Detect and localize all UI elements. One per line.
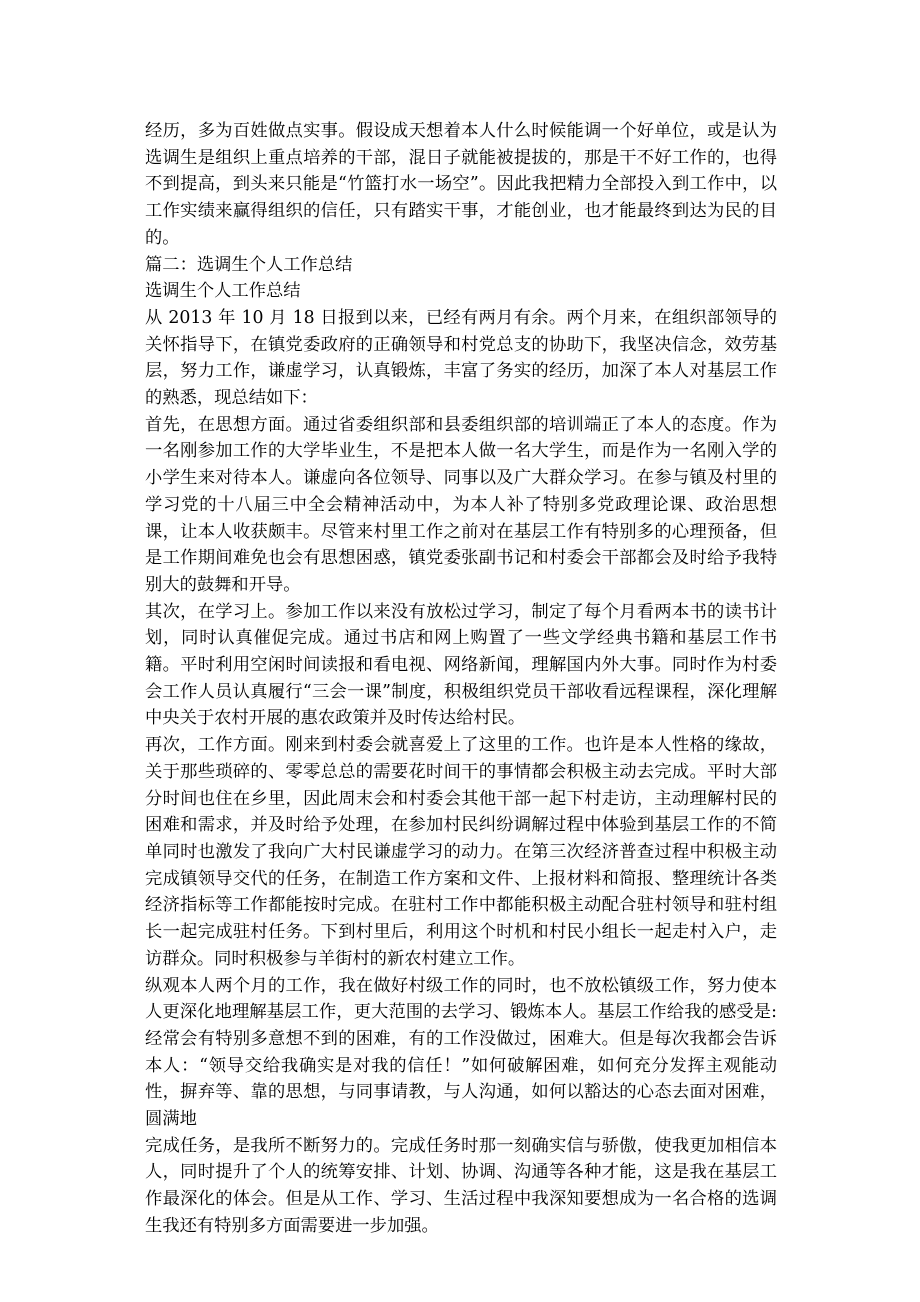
paragraph-overview: 纵观本人两个月的工作，我在做好村级工作的同时，也不放松镇级工作，努力使本人更深化地理解基层工作，更大范围的去学习、锻炼本人。基层工作给我的感受是:经常会有特别多意想不到的困难，有的工作没做过，困难大。但是每次我都会告诉本人：“领导交给我确实是对我的信任！”如何破解困难，如何充分发挥主观能动性，摒弃等、靠的思想，与同事请教，与人沟通，如何以豁达的心态去面对困难，圆满地 [145,975,777,1130]
document-title: 选调生个人工作总结 [145,281,301,302]
paragraph-intro: 从 2013 年 10 月 18 日报到以来，已经有两月有余。两个月来，在组织部领导的关怀指导下，在镇党委政府的正确领导和村党总支的协助下，我坚决信念，效劳基层，努力工作，谦虚学习，认真锻炼，丰富了务实的经历，加深了本人对基层工作的熟悉，现总结如下： [145,307,777,409]
paragraph-thinking: 首先，在思想方面。通过省委组织部和县委组织部的培训端正了本人的态度。作为一名刚参加工作的大学毕业生，不是把本人做一名大学生，而是作为一名刚入学的小学生来对待本人。谦虚向各位领导、同事以及广大群众学习。在参与镇及村里的学习党的十八届三中全会精神活动中，为本人补了特别多党政理论课、政治思想课，让本人收获颇丰。尽管来村里工作之前对在基层工作有特别多的心理预备，但是工作期间难免也会有思想困惑，镇党委张副书记和村委会干部都会及时给予我特别大的鼓舞和开导。 [145,414,777,595]
document-body [145,118,777,1240]
paragraph-work: 再次，工作方面。刚来到村委会就喜爱上了这里的工作。也许是本人性格的缘故，关于那些琐碎的、零零总总的需要花时间干的事情都会积极主动去完成。平时大部分时间也住在乡里，因此周末会和村委会其他干部一起下村走访，主动理解村民的困难和需求，并及时给予处理，在参加村民纠纷调解过程中体验到基层工作的不简单同时也激发了我向广大村民谦虚学习的动力。在第三次经济普查过程中积极主动完成镇领导交代的任务，在制造工作方案和文件、上报材料和简报、整理统计各类经济指标等工作都能按时完成。在驻村工作中都能积极主动配合驻村领导和驻村组长一起完成驻村任务。下到村里后，利用这个时机和村民小组长一起走村入户，走访群众。同时积极参与羊街村的新农村建立工作。 [145,735,777,969]
paragraph-study: 其次，在学习上。参加工作以来没有放松过学习，制定了每个月看两本书的读书计划，同时认真催促完成。通过书店和网上购置了一些文学经典书籍和基层工作书籍。平时利用空闲时间读报和看电视、网络新闻，理解国内外大事。同时作为村委会工作人员认真履行“三会一课”制度，积极组织党员干部收看远程课程，深化理解中央关于农村开展的惠农政策并及时传达给村民。 [145,601,777,729]
section-heading: 篇二：选调生个人工作总结 [145,254,353,275]
paragraph-continuation: 经历，多为百姓做点实事。假设成天想着本人什么时候能调一个好单位，或是认为选调生是组织上重点培养的干部，混日子就能被提拔的，那是干不好工作的，也得不到提高，到头来只能是“竹篮打水一场空”。因此我把精力全部投入到工作中，以工作实绩来赢得组织的信任，只有踏实干事，才能创业，也才能最终到达为民的目的。 [145,121,777,248]
paragraph-conclusion: 完成任务，是我所不断努力的。完成任务时那一刻确实信与骄傲，使我更加相信本人，同时提升了个人的统筹安排、计划、协调、沟通等各种才能，这是我在基层工作最深化的体会。但是从工作、学习、生活过程中我深知要想成为一名合格的选调生我还有特别多方面需要进一步加强。 [145,1135,777,1236]
